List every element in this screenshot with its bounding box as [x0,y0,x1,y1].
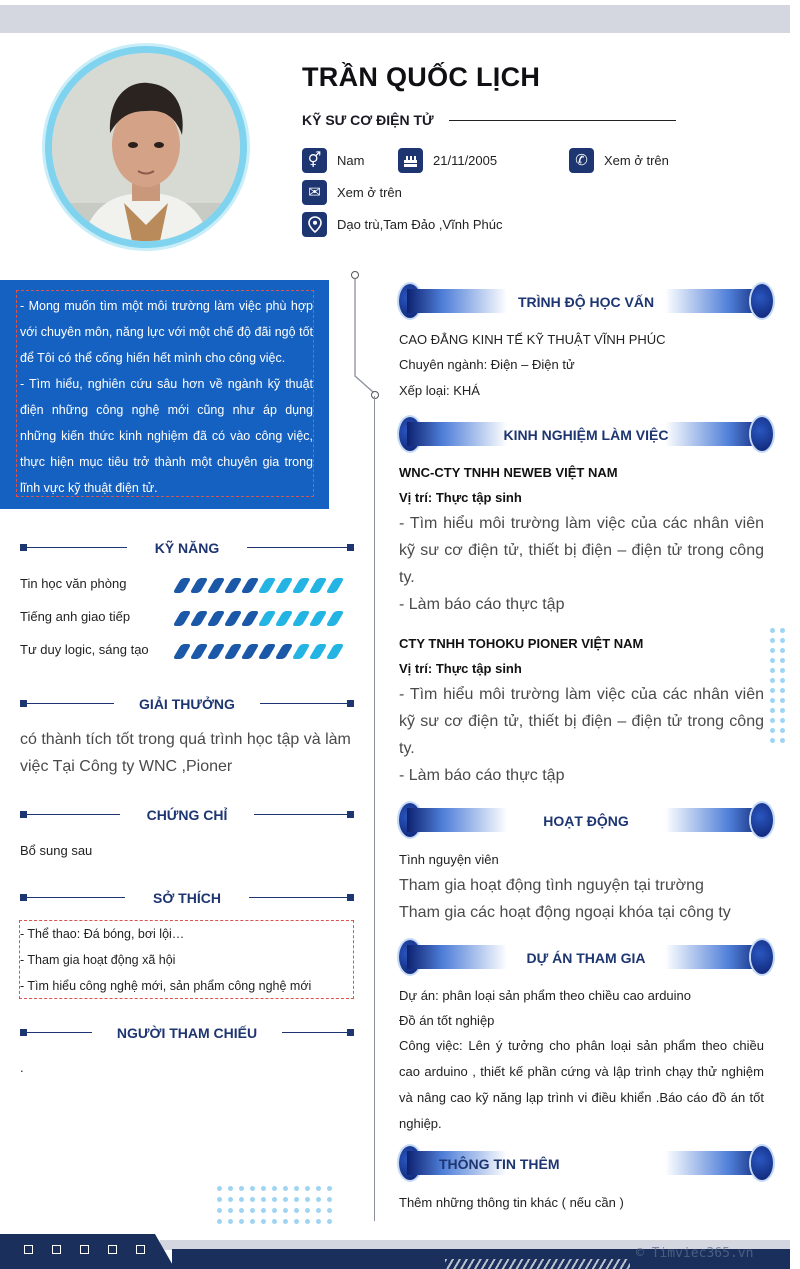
decor-dot [770,628,775,633]
decor-dot [770,738,775,743]
avatar [52,53,240,241]
job-company: CTY TNHH TOHOKU PIONER VIỆT NAM [399,636,644,651]
decor-dot [261,1186,266,1191]
skill-bar-filled [190,578,209,593]
education-heading [399,284,773,318]
decor-dot [780,738,785,743]
list-item: - Tham gia hoạt động xã hội [20,953,176,967]
list-item: - Thể thao: Đá bóng, bơi lội… [20,927,185,941]
decor-dot [770,728,775,733]
job-position: Vị trí: Thực tập sinh [399,490,522,505]
phone-icon: ✆ [569,148,594,173]
decor-dot [327,1186,332,1191]
decor-dot [250,1197,255,1202]
decor-dot [250,1186,255,1191]
decor-dot [272,1219,277,1224]
skill-name: Tiếng anh giao tiếp [20,609,131,624]
decor-dot [770,698,775,703]
skill-bar-filled [173,644,192,659]
email-value: Xem ở trên [337,185,402,200]
gender-info [302,148,364,173]
career-objective-text [16,290,314,497]
top-band [0,5,790,33]
skill-bar-filled [275,644,294,659]
decor-dot [780,638,785,643]
education-title: TRÌNH ĐỘ HỌC VẤN [517,294,655,310]
hobbies-list [19,920,354,999]
skill-bar-empty [309,578,328,593]
career-objective [0,280,329,509]
skill-bar-filled [207,611,226,626]
location-icon [302,212,327,237]
references-title: NGƯỜI THAM CHIẾU [116,1025,258,1041]
hobbies-title: SỞ THÍCH [153,890,221,906]
list-item: - Tìm hiểu công nghệ mới, sản phẩm công nghệ mới [20,979,312,993]
skill-bar-empty [309,611,328,626]
projects-title: DỰ ÁN THAM GIA [526,950,646,966]
certificates-heading [20,807,354,823]
skill-name: Tin học văn phòng [20,576,127,591]
phone-value: Xem ở trên [604,153,669,168]
candidate-name: TRẦN QUỐC LỊCH [302,62,541,92]
decor-dot [217,1208,222,1213]
skill-bar-filled [224,578,243,593]
job-duty: - Làm báo cáo thực tập [399,596,565,613]
more-info-text: Thêm những thông tin khác ( nếu cần ) [399,1195,624,1210]
decor-dot [261,1219,266,1224]
decor-dot [294,1208,299,1213]
decor-dot [780,678,785,683]
decor-dot [250,1208,255,1213]
skill-bar-filled [224,611,243,626]
decor-dot [217,1186,222,1191]
decor-dot [283,1197,288,1202]
awards-text: có thành tích tốt trong quá trình học tập và làm việc Tại Công ty WNC ,Pioner [20,731,351,775]
decor-dot [316,1197,321,1202]
footer-square [24,1245,33,1254]
decor-dot [305,1197,310,1202]
decor-dot [228,1186,233,1191]
decor-dot [283,1208,288,1213]
decor-dot [770,678,775,683]
decor-dot [327,1219,332,1224]
experience-title: KINH NGHIỆM LÀM VIỆC [503,427,669,443]
more-info-heading [399,1146,773,1180]
skill-bar-filled [207,644,226,659]
skills-heading [20,540,354,556]
skill-bar-empty [292,611,311,626]
activities-line: Tham gia các hoạt động ngoại khóa tại công ty [399,904,731,921]
awards-title: GIẢI THƯỞNG [139,696,235,712]
skill-bar-empty [292,578,311,593]
birthday-info [398,148,497,173]
footer-square [52,1245,61,1254]
decor-dot [228,1219,233,1224]
decor-dot [770,708,775,713]
decor-dot [283,1186,288,1191]
decor-dot [770,638,775,643]
decor-dot [780,628,785,633]
skill-name: Tư duy logic, sáng tạo [20,642,149,657]
hobbies-heading [20,890,354,906]
decor-dot [770,718,775,723]
address-info [302,212,502,237]
job-title: KỸ SƯ CƠ ĐIỆN TỬ [302,112,434,128]
job-duty: - Tìm hiểu môi trường làm việc của các nhân viên kỹ sư cơ điện tử, thiết bị điện – điện tử trong công ty. [399,515,764,586]
decor-dot [327,1208,332,1213]
objective-line: - Mong muốn tìm một môi trường làm việc phù hợp với chuyên môn, năng lực với một chế độ đãi ngộ tốt để Tôi có thể cống hiến hết mình cho công việc. [20,299,313,365]
decor-dot [316,1219,321,1224]
decor-dot [283,1219,288,1224]
avatar-frame [45,46,247,248]
job-position: Vị trí: Thực tập sinh [399,661,522,676]
decor-dot [239,1197,244,1202]
activities-title: HOẠT ĐỘNG [543,813,629,829]
footer-hatch [445,1259,630,1269]
skill-bar-empty [326,611,345,626]
job-company: WNC-CTY TNHH NEWEB VIỆT NAM [399,465,618,480]
footer-square [108,1245,117,1254]
education-major: Chuyên ngành: Điện – Điện tử [399,357,575,372]
decor-dot [780,708,785,713]
decor-dot [780,698,785,703]
decor-dot [294,1186,299,1191]
email-info [302,180,402,205]
decor-dot [250,1219,255,1224]
decor-dot [327,1197,332,1202]
decor-dot [780,668,785,673]
skill-bar-empty [258,578,277,593]
skill-bar-empty [275,578,294,593]
decor-dot [272,1208,277,1213]
footer-square [80,1245,89,1254]
skill-bar-empty [258,611,277,626]
skill-bar-empty [326,644,345,659]
objective-line: - Tìm hiểu, nghiên cứu sâu hơn về ngành kỹ thuật điện những công nghệ mới cũng như áp dụng những kiến thức kinh nghiệm đã có vào công việc, thực hiện mục tiêu trở thành một chuyên gia trong lĩnh vực kỹ thuật điện tử. [20,377,313,495]
skill-bar-filled [173,578,192,593]
decor-dot [770,648,775,653]
skill-bar-empty [275,611,294,626]
decor-dot [239,1208,244,1213]
birthday-value: 21/11/2005 [433,153,498,168]
skill-bar-filled [190,644,209,659]
decor-dot [780,658,785,663]
skill-bar-empty [292,644,311,659]
decor-dot [294,1219,299,1224]
activities-line: Tham gia hoạt động tình nguyện tại trường [399,877,704,894]
skill-bar-filled [241,611,260,626]
more-info-title: THÔNG TIN THÊM [439,1156,560,1172]
decor-dot [770,668,775,673]
education-grade: Xếp loại: KHÁ [399,383,480,398]
skill-bar-filled [241,578,260,593]
gender-icon: ⚥ [302,148,327,173]
decor-dot [770,688,775,693]
decor-dot [217,1219,222,1224]
skill-bar-empty [309,644,328,659]
certificates-text: Bổ sung sau [20,843,93,858]
decor-dot [305,1186,310,1191]
decor-dot [780,648,785,653]
avatar-photo [52,53,240,241]
project-type: Đồ án tốt nghiệp [399,1013,495,1028]
project-description: Công việc: Lên ý tưởng cho phân loại sản phẩm theo chiều cao arduino , thiết kế phần cứng và lập trình chạy thử nghiệm và nâng cao kỹ năng lạp trình vi điều khiển .Báo cáo đồ án tốt nghiệp. [399,1038,764,1131]
skill-row [20,607,350,627]
decor-dot [305,1219,310,1224]
certificates-title: CHỨNG CHỈ [146,807,228,823]
references-text: . [20,1060,24,1075]
watermark: © Timviec365.vn [636,1246,754,1261]
awards-heading [20,696,354,712]
cake-icon [398,148,423,173]
decor-dot [261,1208,266,1213]
skill-row [20,640,350,660]
projects-heading [399,940,773,974]
skill-bar-filled [190,611,209,626]
decor-dot [294,1197,299,1202]
decor-dot [261,1197,266,1202]
skill-bar-filled [224,644,243,659]
decor-dot [239,1186,244,1191]
decor-dot [780,688,785,693]
job-duty: - Tìm hiểu môi trường làm việc của các nhân viên kỹ sư cơ điện tử, thiết bị điện – điện tử trong công ty. [399,686,764,757]
education-school: CAO ĐẲNG KINH TẾ KỸ THUẬT VĨNH PHÚC [399,332,666,347]
decor-dot [217,1197,222,1202]
experience-heading [399,417,773,451]
decor-dot [780,728,785,733]
phone-info [569,148,669,173]
decor-dot [770,658,775,663]
skills-title: KỸ NĂNG [154,540,220,556]
decor-dot [316,1186,321,1191]
decor-dot [239,1219,244,1224]
skill-bar-filled [241,644,260,659]
decor-dots [217,1186,332,1224]
decor-dot [305,1208,310,1213]
activities-role: Tình nguyện viên [399,852,499,867]
skill-row [20,574,350,594]
skill-bar-filled [258,644,277,659]
decor-dot [272,1186,277,1191]
decor-dot [780,718,785,723]
job-duty: - Làm báo cáo thực tập [399,767,565,784]
skill-bar-filled [207,578,226,593]
footer-square [136,1245,145,1254]
activities-heading [399,803,773,837]
job-title-underline [449,120,676,121]
decor-dots [770,628,785,743]
timeline-connector [348,268,382,402]
email-icon: ✉ [302,180,327,205]
decor-dot [228,1208,233,1213]
decor-dot [228,1197,233,1202]
gender-value: Nam [337,153,365,168]
decor-dot [316,1208,321,1213]
address-value: Dạo trù,Tam Đảo ,Vĩnh Phúc [337,217,503,232]
references-heading [20,1025,354,1041]
skill-bar-empty [326,578,345,593]
decor-dot [272,1197,277,1202]
project-name: Dự án: phân loại sản phẩm theo chiều cao arduino [399,988,692,1003]
skill-bar-filled [173,611,192,626]
column-divider [374,396,375,1221]
